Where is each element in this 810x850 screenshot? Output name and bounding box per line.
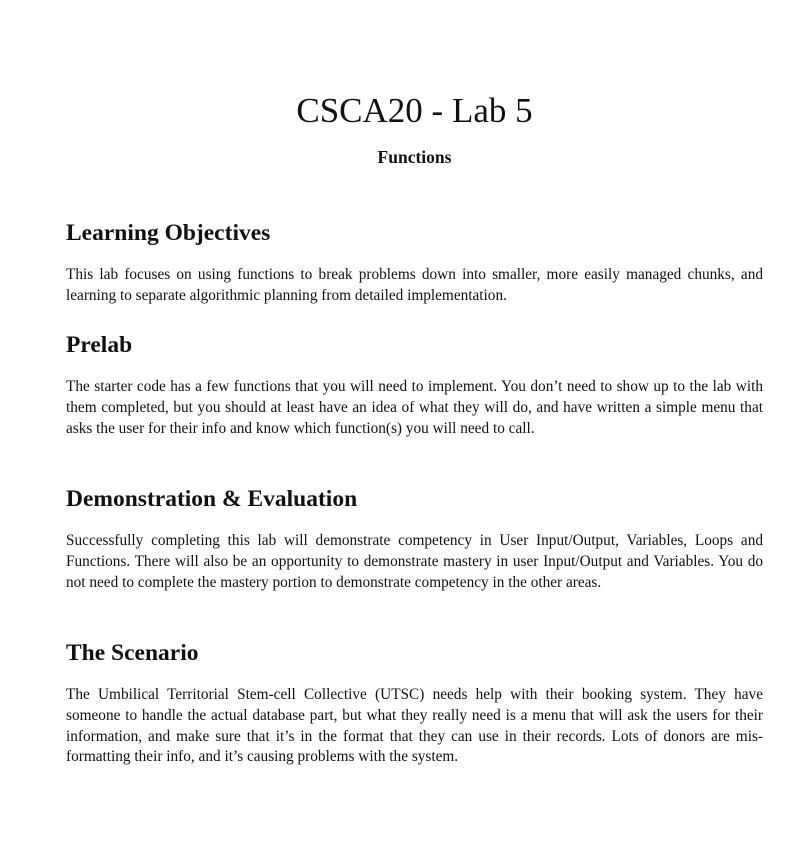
- section-prelab: [66, 331, 763, 439]
- section-the-scenario: [66, 639, 763, 768]
- document-title: CSCA20 - Lab 5: [296, 91, 533, 130]
- section-demonstration-evaluation: [66, 485, 763, 593]
- section-heading: Prelab: [66, 332, 133, 358]
- section-body: This lab focuses on using functions to break problems down into smaller, more easily managed chunks, and learning to separate algorithmic planning from detailed implementation.: [66, 266, 763, 304]
- section-body: The starter code has a few functions that you will need to implement. You don’t need to show up to the lab with them completed, but you should at least have an idea of what they will do, and have written a simple menu that asks the user for their info and know which function(s) you will need to call.: [66, 378, 763, 437]
- section-heading: Demonstration & Evaluation: [66, 486, 358, 512]
- section-body: Successfully completing this lab will demonstrate competency in User Input/Output, Variables, Loops and Functions. There will also be an opportunity to demonstrate mastery in user Input/Output and Variables. You do not need to complete the mastery portion to demonstrate competency in the other areas.: [66, 532, 763, 591]
- section-heading: The Scenario: [66, 640, 199, 666]
- document-subtitle: Functions: [377, 147, 452, 167]
- section-heading: Learning Objectives: [66, 220, 271, 246]
- section-learning-objectives: [66, 219, 763, 307]
- section-body: The Umbilical Territorial Stem-cell Collective (UTSC) needs help with their booking system. They have someone to handle the actual database part, but what they really need is a menu that will ask the users for their information, and make sure that it’s in the format that they can use in their records. Lots of donors are mis-formatting their info, and it’s causing problems with the system.: [66, 686, 763, 766]
